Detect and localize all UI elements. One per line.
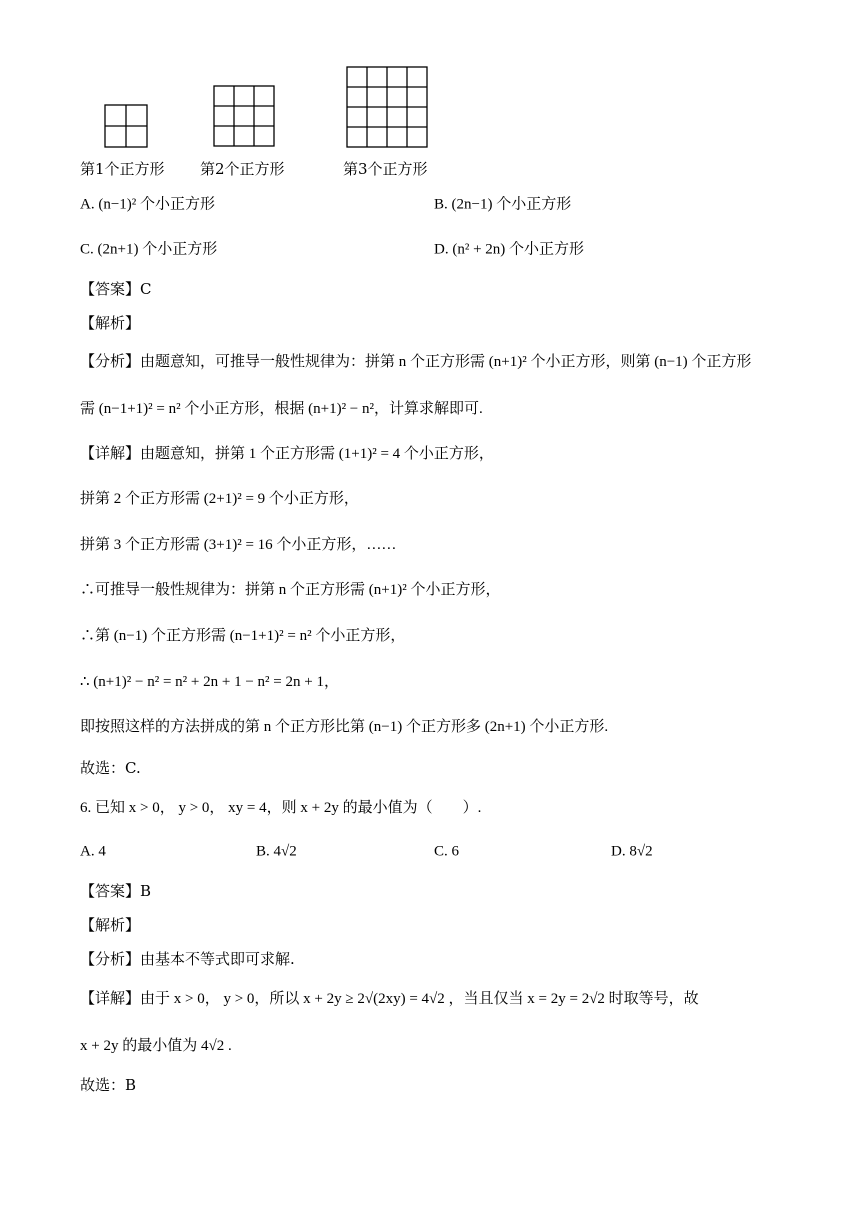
q5-analysis-label: 【解析】 — [80, 314, 141, 332]
q5-option-b: B. (2n−1) 个小正方形 — [434, 196, 572, 213]
q5-detail-line: 即按照这样的方法拼成的第 n 个正方形比第 (n−1) 个正方形多 (2n+1) 个小正方形. — [80, 719, 609, 735]
q6-answer: 【答案】B — [80, 882, 152, 900]
q5-analysis-line: 需 (n−1+1)² = n² 个小正方形，根据 (n+1)² − n²，计算求解即可. — [80, 401, 483, 417]
q5-detail-line: ∴第 (n−1) 个正方形需 (n−1+1)² = n² 个小正方形， — [80, 628, 406, 644]
q6-detail-line: x + 2y 的最小值为 4√2 . — [80, 1038, 232, 1054]
q5-analysis-line: 【分析】由题意知，可推导一般性规律为：拼第 n 个正方形需 (n+1)² 个小正方形，则第 (n−1) 个正方形 — [80, 354, 752, 370]
square-grid-3 — [346, 66, 428, 148]
figure-caption-3: 第3个正方形 — [343, 160, 428, 178]
q6-option-d: D. 8√2 — [611, 843, 653, 860]
q6-conclusion: 故选：B — [80, 1076, 137, 1094]
q6-analysis-line: 【分析】由基本不等式即可求解. — [80, 950, 295, 968]
q6-detail-line: 【详解】由于 x > 0， y > 0，所以 x + 2y ≥ 2√(2xy) = 4√2 ，当且仅当 x = 2y = 2√2 时取等号，故 — [80, 991, 699, 1007]
q5-option-a: A. (n−1)² 个小正方形 — [80, 196, 216, 213]
q6-question: 6. 已知 x > 0， y > 0， xy = 4，则 x + 2y 的最小值为（ ）. — [80, 800, 482, 816]
q5-detail-line: 【详解】由题意知，拼第 1 个正方形需 (1+1)² = 4 个小正方形， — [80, 446, 494, 462]
q5-detail-line: 拼第 3 个正方形需 (3+1)² = 16 个小正方形，…… — [80, 537, 397, 553]
figure-caption-1: 第1个正方形 — [80, 160, 165, 178]
q6-analysis-label: 【解析】 — [80, 916, 141, 934]
grid-outline — [214, 86, 274, 146]
q5-detail-line: ∴ (n+1)² − n² = n² + 2n + 1 − n² = 2n + 1， — [80, 674, 339, 690]
q6-option-c: C. 6 — [434, 843, 460, 860]
q5-answer: 【答案】C — [80, 280, 152, 298]
q6-option-b: B. 4√2 — [256, 843, 297, 860]
q6-option-a: A. 4 — [80, 843, 106, 860]
square-grid-1 — [104, 104, 148, 148]
figure-caption-2: 第2个正方形 — [200, 160, 285, 178]
q5-conclusion: 故选：C. — [80, 759, 141, 777]
q5-option-c: C. (2n+1) 个小正方形 — [80, 241, 218, 258]
q5-detail-line: 拼第 2 个正方形需 (2+1)² = 9 个小正方形， — [80, 491, 359, 507]
q5-detail-line: ∴可推导一般性规律为：拼第 n 个正方形需 (n+1)² 个小正方形， — [80, 582, 501, 598]
square-grid-2 — [213, 85, 275, 147]
q5-option-d: D. (n² + 2n) 个小正方形 — [434, 241, 585, 258]
